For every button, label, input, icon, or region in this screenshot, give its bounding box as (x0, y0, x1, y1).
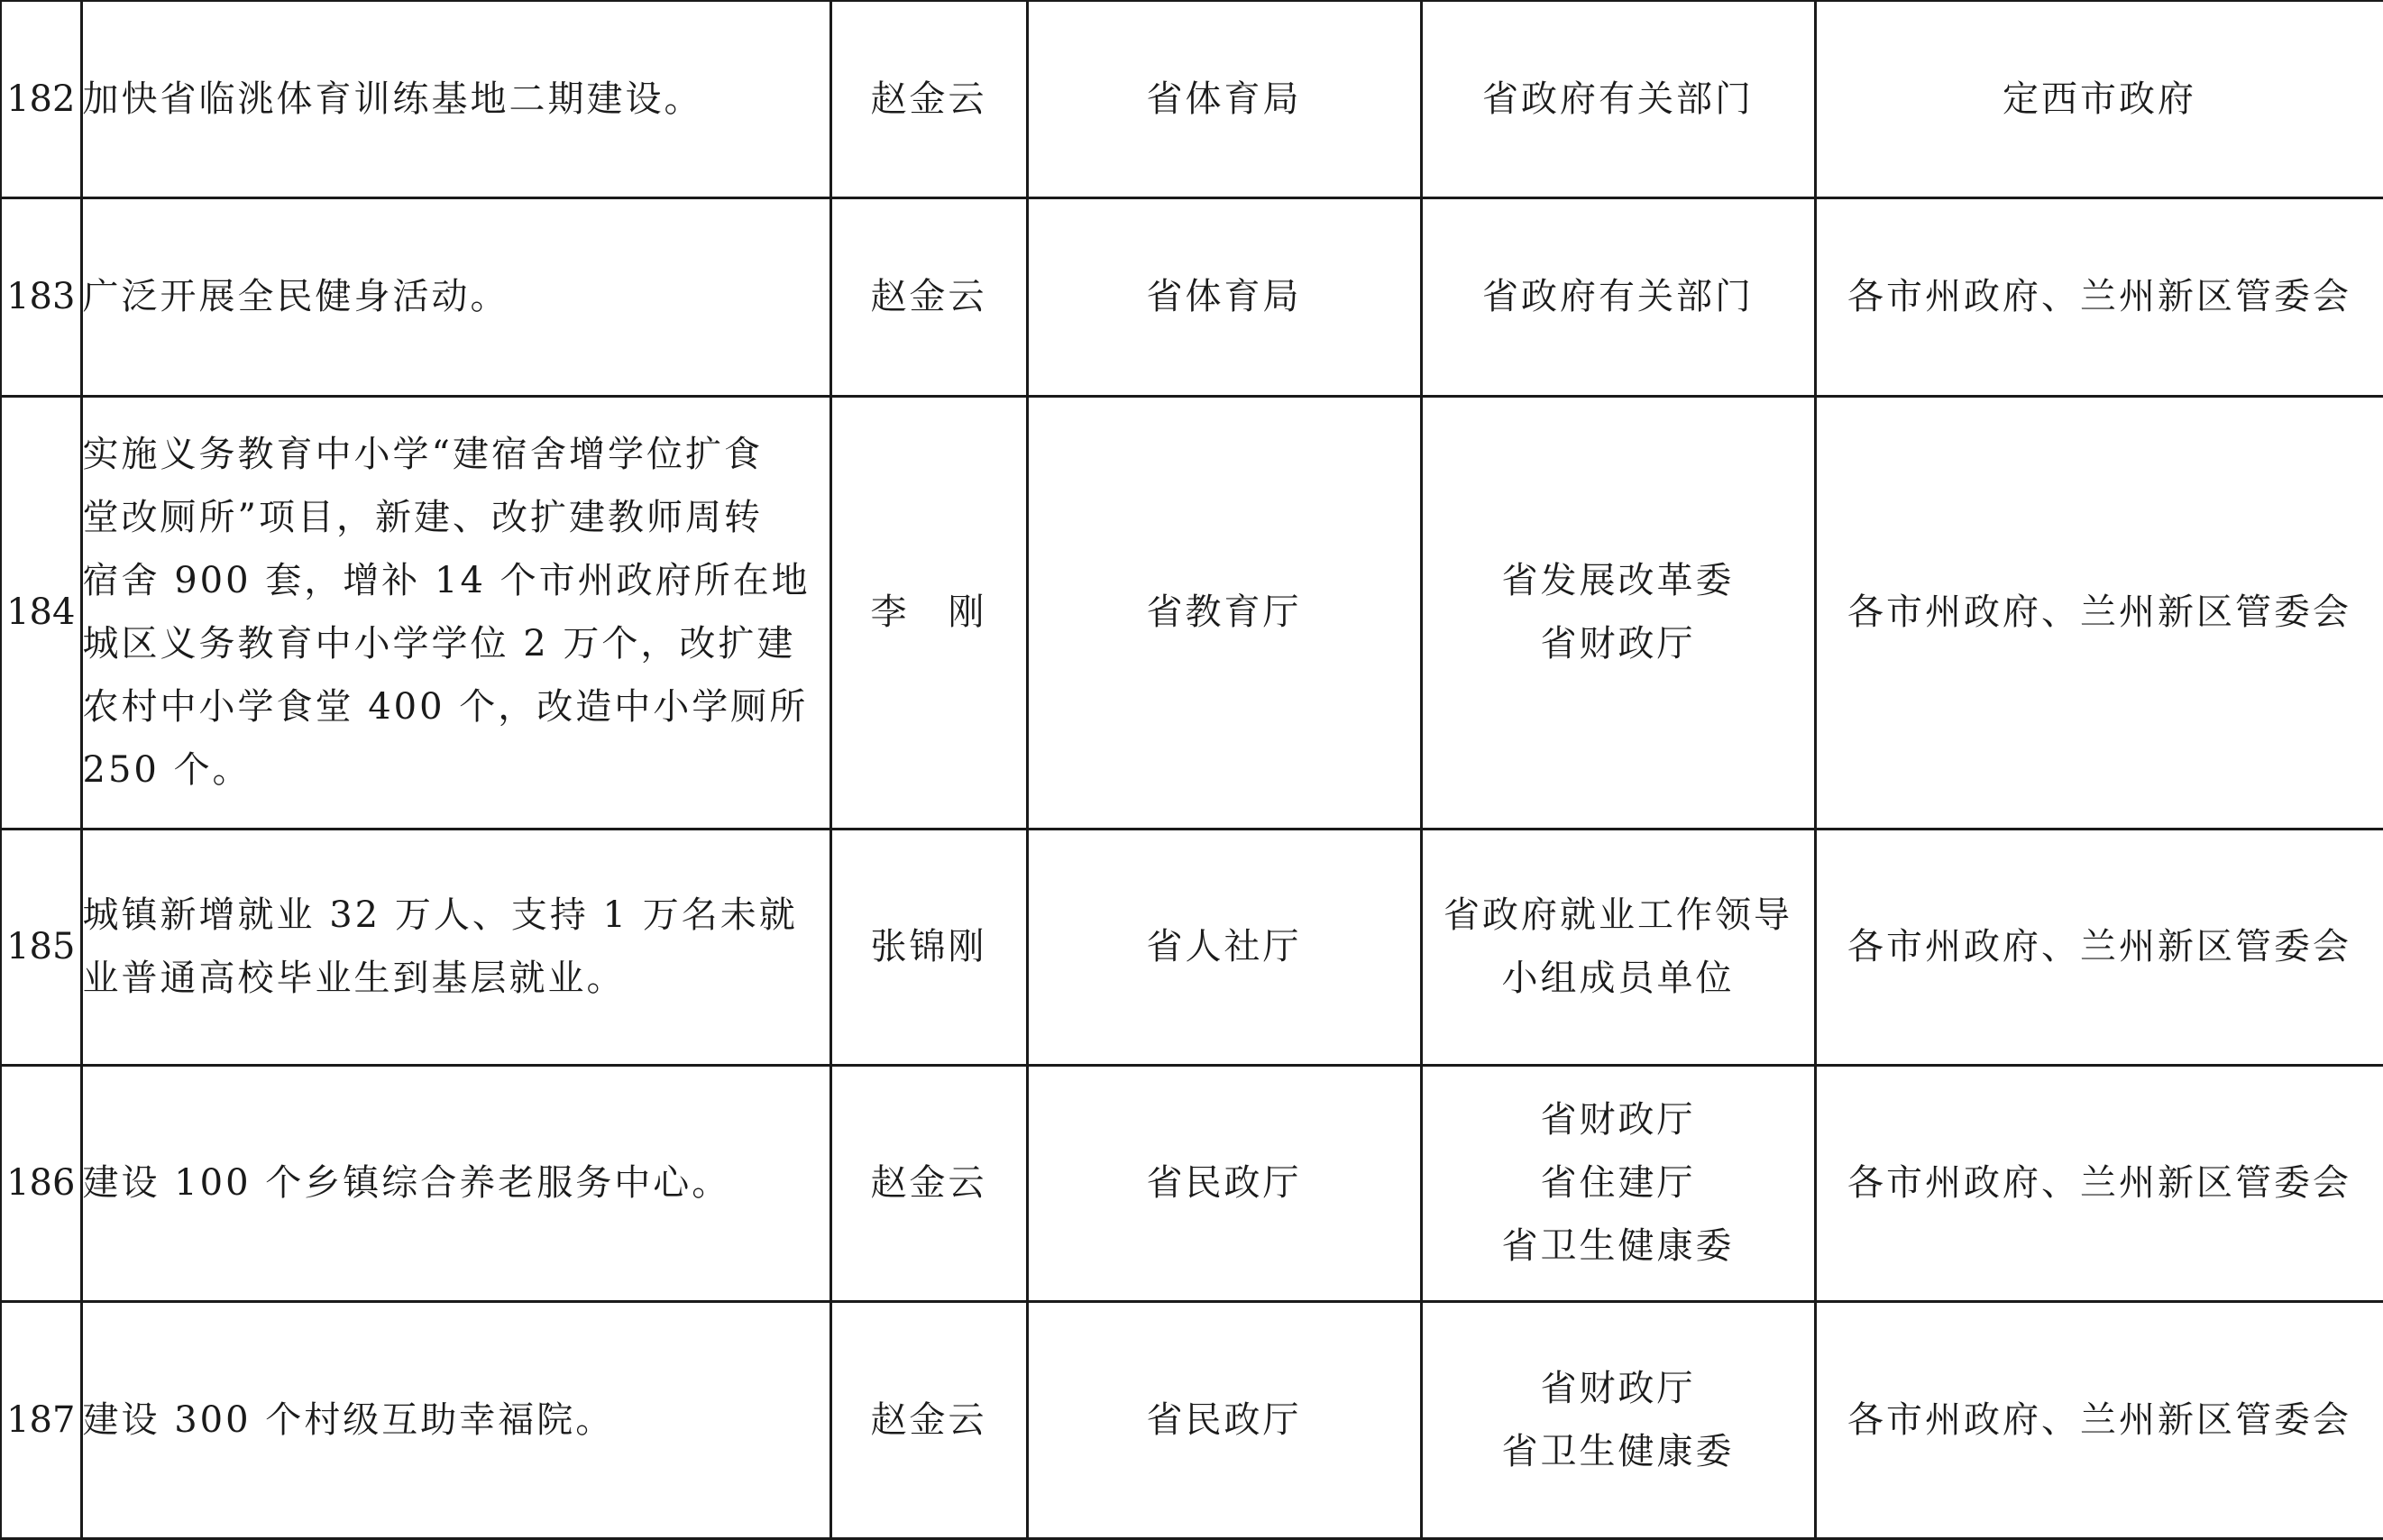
task-line: 建设 300 个村级互助幸福院。 (82, 1398, 615, 1441)
coop-unit: 小组成员单位 (1501, 958, 1735, 999)
task-line: 业普通高校毕业生到基层就业。 (82, 958, 626, 999)
cooperating-units (1421, 1065, 1815, 1301)
row-number: 183 (1, 197, 81, 396)
task-description (81, 1065, 830, 1301)
cooperating-units (1421, 197, 1815, 396)
lead-unit: 省体育局 (1027, 197, 1421, 396)
lead-unit: 省民政厅 (1027, 1065, 1421, 1301)
lead-unit: 省教育厅 (1027, 396, 1421, 829)
task-description (81, 396, 830, 829)
local-government: 各市州政府、兰州新区管委会 (1815, 197, 2383, 396)
task-line: 加快省临洮体育训练基地二期建设。 (82, 78, 703, 120)
task-line: 城区义务教育中小学学位 2 万个，改扩建 (82, 623, 796, 665)
row-number: 185 (1, 829, 81, 1065)
responsible-leader: 赵金云 (830, 1301, 1027, 1538)
table-row (1, 829, 2383, 1065)
lead-unit: 省体育局 (1027, 1, 1421, 197)
coop-unit: 省政府有关部门 (1482, 78, 1754, 120)
lead-unit: 省人社厅 (1027, 829, 1421, 1065)
task-line: 建设 100 个乡镇综合养老服务中心。 (82, 1162, 731, 1204)
table-row (1, 1, 2383, 197)
coop-unit: 省卫生健康委 (1501, 1225, 1735, 1267)
lead-unit: 省民政厅 (1027, 1301, 1421, 1538)
task-line: 农村中小学食堂 400 个，改造中小学厕所 (82, 686, 809, 728)
coop-unit: 省财政厅 (1540, 1099, 1696, 1141)
task-line: 堂改厕所”项目，新建、改扩建教师周转 (82, 497, 763, 538)
task-description (81, 829, 830, 1065)
responsible-leader: 赵金云 (830, 1065, 1027, 1301)
coop-unit: 省政府有关部门 (1482, 276, 1754, 317)
responsible-leader: 张锦刚 (830, 829, 1027, 1065)
coop-unit: 省财政厅 (1540, 1367, 1696, 1409)
local-government: 各市州政府、兰州新区管委会 (1815, 1065, 2383, 1301)
local-government: 各市州政府、兰州新区管委会 (1815, 829, 2383, 1065)
task-line: 广泛开展全民健身活动。 (82, 276, 509, 317)
responsible-leader: 赵金云 (830, 197, 1027, 396)
cooperating-units (1421, 829, 1815, 1065)
row-number: 184 (1, 396, 81, 829)
responsible-leader: 李 刚 (830, 396, 1027, 829)
table-row (1, 396, 2383, 829)
cooperating-units (1421, 1, 1815, 197)
row-number: 187 (1, 1301, 81, 1538)
task-line: 250 个。 (82, 749, 252, 791)
coop-unit: 省卫生健康委 (1501, 1430, 1735, 1472)
cooperating-units (1421, 396, 1815, 829)
coop-unit: 省住建厅 (1540, 1162, 1696, 1204)
row-number: 182 (1, 1, 81, 197)
cooperating-units (1421, 1301, 1815, 1538)
table-row (1, 1065, 2383, 1301)
local-government: 定西市政府 (1815, 1, 2383, 197)
task-description (81, 197, 830, 396)
responsible-leader: 赵金云 (830, 1, 1027, 197)
coop-unit: 省发展改革委 (1501, 560, 1735, 601)
task-line: 实施义务教育中小学“建宿舍增学位扩食 (82, 434, 763, 475)
task-line: 宿舍 900 套，增补 14 个市州政府所在地 (82, 560, 811, 601)
coop-unit: 省财政厅 (1540, 623, 1696, 665)
coop-unit: 省政府就业工作领导 (1444, 894, 1792, 936)
task-description (81, 1301, 830, 1538)
table-row (1, 197, 2383, 396)
table-row (1, 1301, 2383, 1538)
task-description (81, 1, 830, 197)
task-line: 城镇新增就业 32 万人、支持 1 万名未就 (82, 894, 798, 936)
local-government: 各市州政府、兰州新区管委会 (1815, 396, 2383, 829)
local-government: 各市州政府、兰州新区管委会 (1815, 1301, 2383, 1538)
row-number: 186 (1, 1065, 81, 1301)
